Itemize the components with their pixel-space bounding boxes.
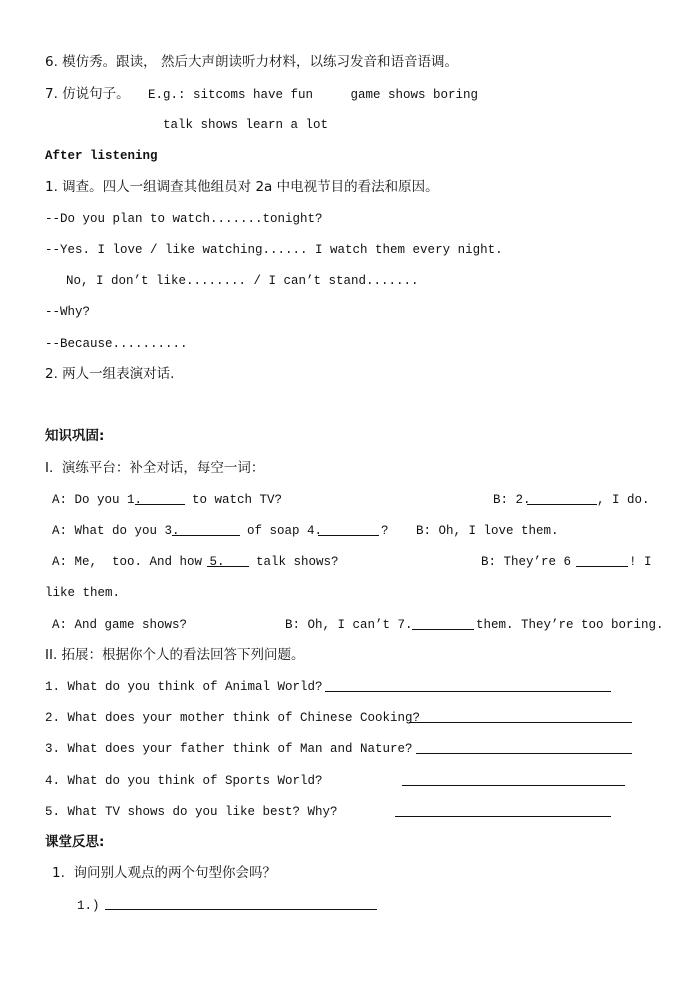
item-7-example-line2: talk shows learn a lot <box>163 118 329 132</box>
row2-a-part2: of soap 4. <box>247 524 323 538</box>
item-6: 6. 模仿秀。跟读， 然后大声朗读听力材料，以练习发音和语音语调。 <box>45 54 458 70</box>
row3-a-part1: A: Me, too. And how 5. <box>52 555 225 569</box>
blank-6[interactable] <box>576 566 628 567</box>
row3-b-part2: ! I <box>629 555 652 569</box>
dialogue-line-3: No, I don’t like........ / I can’t stand....... <box>66 274 419 288</box>
question-2: 2. What does your mother think of Chinese Cooking? <box>45 711 421 725</box>
after-item-1: 1. 调查。四人一组调查其他组员对 2a 中电视节目的看法和原因。 <box>45 179 439 195</box>
row2-a-part3: ? <box>381 524 389 538</box>
section-2-title: II. 拓展：根据你个人的看法回答下列问题。 <box>45 647 305 663</box>
item-7-label: 7. 仿说句子。 <box>45 86 130 102</box>
row4-b-part2: them. They’re too boring. <box>476 618 664 632</box>
blank-7[interactable] <box>412 629 474 630</box>
consolidation-heading: 知识巩固: <box>45 428 105 444</box>
reflection-answer-line-1[interactable] <box>105 909 377 910</box>
answer-line-4[interactable] <box>402 785 625 786</box>
blank-4[interactable] <box>318 535 379 536</box>
row1-b-part2: , I do. <box>597 493 650 507</box>
blank-1[interactable] <box>135 504 185 505</box>
dialogue-line-5: --Because.......... <box>45 337 188 351</box>
blank-2[interactable] <box>527 504 597 505</box>
answer-line-2[interactable] <box>409 722 632 723</box>
blank-3[interactable] <box>172 535 240 536</box>
row2-b: B: Oh, I love them. <box>416 524 559 538</box>
row3-continuation: like them. <box>45 586 121 600</box>
dialogue-line-2: --Yes. I love / like watching...... I watch them every night. <box>45 243 503 257</box>
row3-b-part1: B: They’re 6 <box>481 555 572 569</box>
dialogue-line-1: --Do you plan to watch.......tonight? <box>45 212 323 226</box>
row1-a-part1: A: Do you 1. <box>52 493 143 507</box>
answer-line-3[interactable] <box>416 753 632 754</box>
question-4: 4. What do you think of Sports World? <box>45 774 323 788</box>
answer-line-1[interactable] <box>325 691 611 692</box>
row4-b-part1: B: Oh, I can’t 7. <box>285 618 413 632</box>
after-item-2: 2. 两人一组表演对话. <box>45 366 175 382</box>
row3-a-part2: talk shows? <box>256 555 339 569</box>
after-listening-heading: After listening <box>45 149 158 163</box>
dialogue-line-4: --Why? <box>45 305 91 319</box>
reflection-item-1: 1. 询问别人观点的两个句型你会吗？ <box>52 865 276 881</box>
question-1: 1. What do you think of Animal World? <box>45 680 323 694</box>
reflection-heading: 课堂反思: <box>45 834 105 850</box>
item-7-example: E.g.: sitcoms have fun game shows boring <box>148 88 479 102</box>
row1-b-part1: B: 2. <box>493 493 531 507</box>
row2-a-part1: A: What do you 3. <box>52 524 180 538</box>
row1-a-part2: to watch TV? <box>192 493 283 507</box>
section-1-title: I. 演练平台：补全对话，每空一词： <box>45 460 265 476</box>
answer-line-5[interactable] <box>395 816 611 817</box>
question-5: 5. What TV shows do you like best? Why? <box>45 805 338 819</box>
blank-5[interactable] <box>207 566 249 567</box>
reflection-sub-1: 1.) <box>77 899 100 913</box>
row4-a: A: And game shows? <box>52 618 188 632</box>
question-3: 3. What does your father think of Man and Nature? <box>45 742 413 756</box>
